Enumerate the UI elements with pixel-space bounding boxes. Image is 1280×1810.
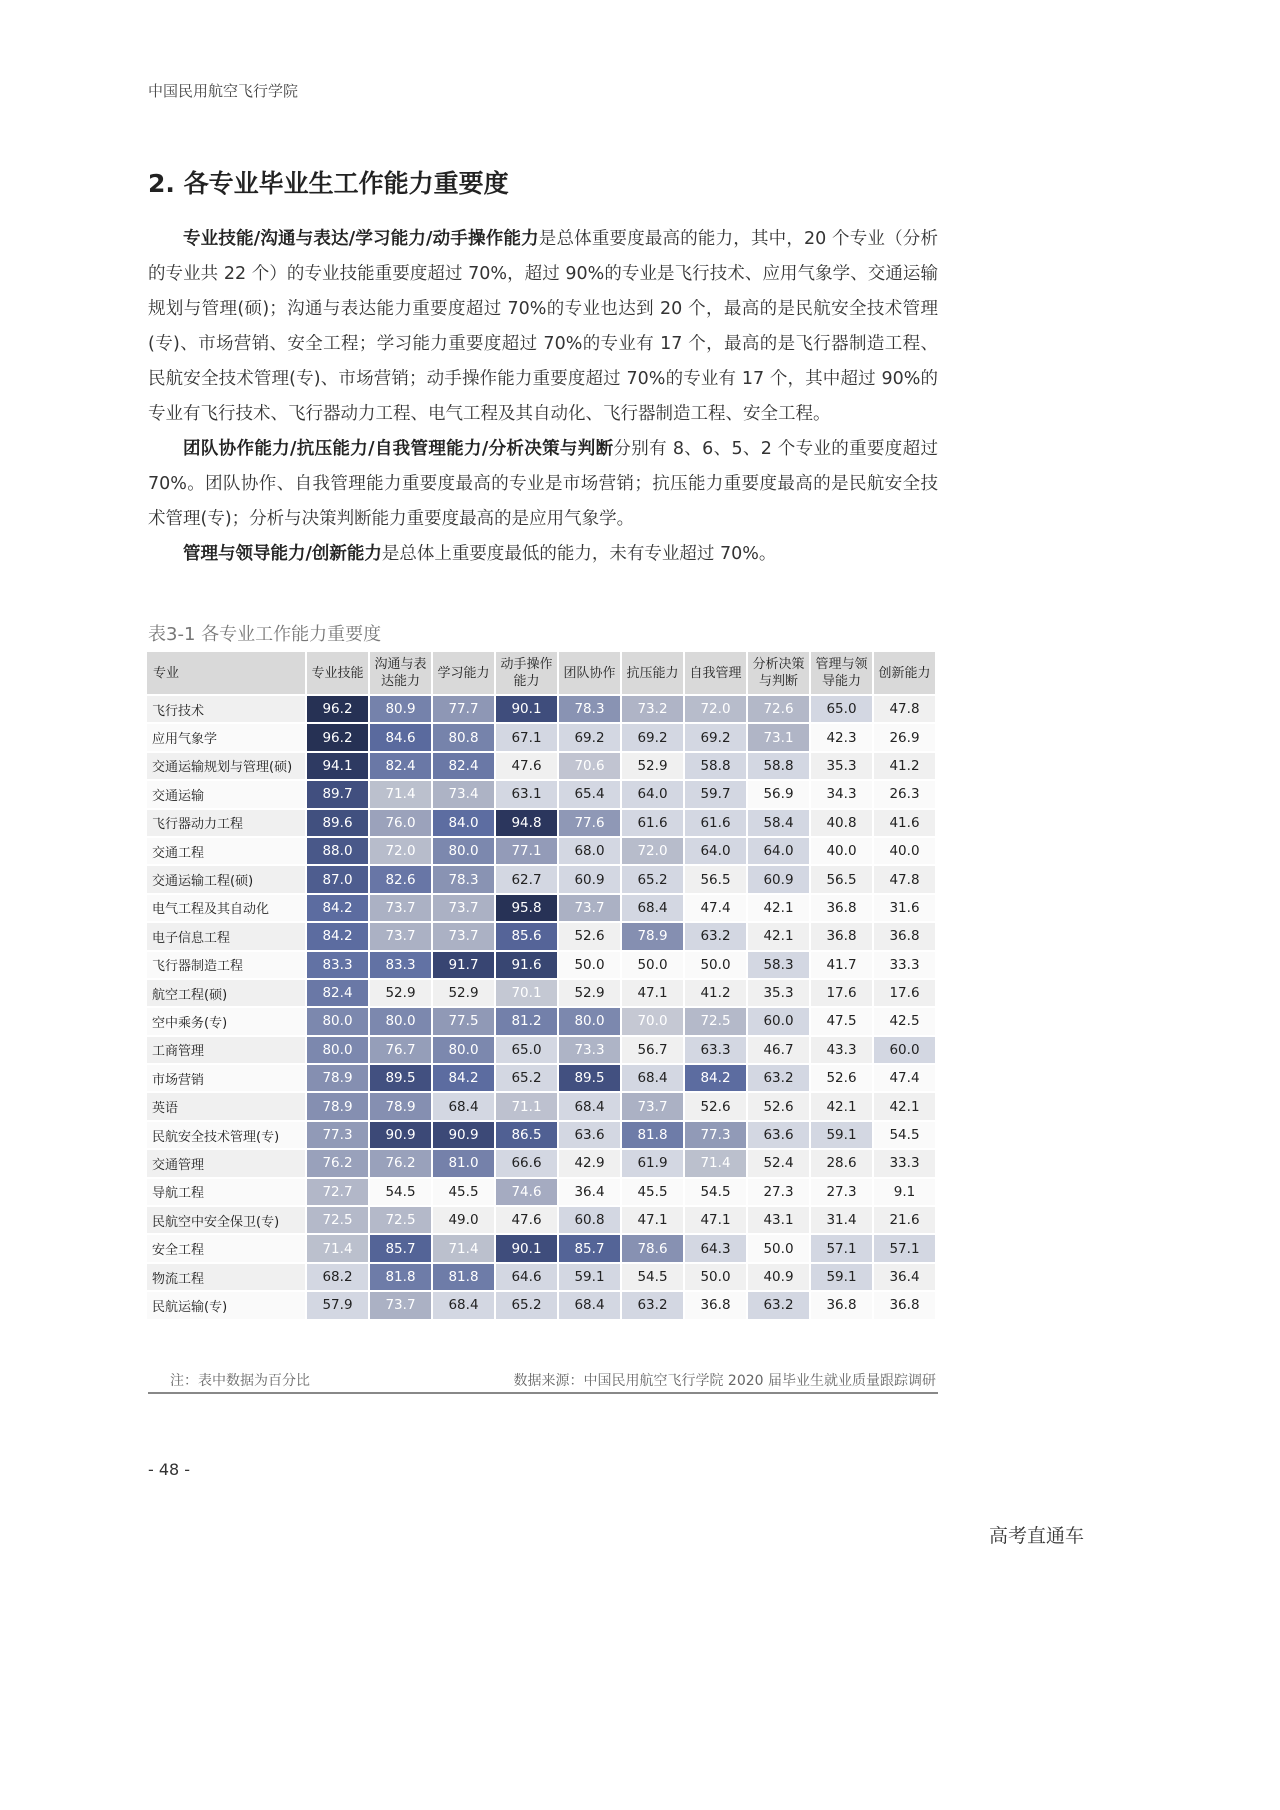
value-cell: 47.6 (495, 1206, 558, 1234)
value-cell: 52.9 (369, 979, 432, 1007)
value-cell: 73.7 (621, 1092, 684, 1120)
value-cell: 73.3 (558, 1036, 621, 1064)
value-cell: 70.0 (621, 1007, 684, 1035)
major-name: 交通管理 (146, 1149, 306, 1177)
value-cell: 72.5 (369, 1206, 432, 1234)
value-cell: 76.7 (369, 1036, 432, 1064)
value-cell: 58.8 (684, 752, 747, 780)
value-cell: 78.9 (306, 1064, 369, 1092)
value-cell: 65.2 (621, 865, 684, 893)
value-cell: 84.2 (306, 894, 369, 922)
value-cell: 80.0 (306, 1007, 369, 1035)
value-cell: 78.6 (621, 1234, 684, 1262)
value-cell: 41.2 (873, 752, 936, 780)
value-cell: 90.1 (495, 1234, 558, 1262)
value-cell: 35.3 (810, 752, 873, 780)
value-cell: 86.5 (495, 1121, 558, 1149)
table-row (146, 1007, 936, 1035)
value-cell: 33.3 (873, 951, 936, 979)
major-name: 电气工程及其自动化 (146, 894, 306, 922)
value-cell: 52.9 (621, 752, 684, 780)
value-cell: 36.8 (684, 1291, 747, 1319)
value-cell: 47.8 (873, 695, 936, 723)
value-cell: 71.4 (684, 1149, 747, 1177)
value-cell: 80.9 (369, 695, 432, 723)
value-cell: 63.6 (747, 1121, 810, 1149)
value-cell: 63.6 (558, 1121, 621, 1149)
value-cell: 88.0 (306, 837, 369, 865)
paragraph-text: 是总体重要度最高的能力，其中，20 个专业（分析的专业共 22 个）的专业技能重要度超过 70%，超过 90%的专业是飞行技术、应用气象学、交通运输规划与管理(硕)；沟通与表达能力重要度超过 70%的专业也达到 20 个，最高的是民航安全技术管理(专)、市场营销、安全工程；学习能力重要度超过 70%的专业有 17 个，最高的是飞行器制造工程、民航安全技术管理(专)、市场营销；动手操作能力重要度超过 70%的专业有 17 个，其中超过 90%的专业有飞行技术、飞行器动力工程、电气工程及其自动化、飞行器制造工程、安全工程。 (148, 229, 938, 424)
value-cell: 60.0 (873, 1036, 936, 1064)
value-cell: 77.1 (495, 837, 558, 865)
watermark: 高考直通车 (988, 1525, 1084, 1547)
value-cell: 43.3 (810, 1036, 873, 1064)
value-cell: 52.6 (747, 1092, 810, 1120)
value-cell: 68.4 (432, 1291, 495, 1319)
value-cell: 26.9 (873, 723, 936, 751)
table-row (146, 1149, 936, 1177)
value-cell: 80.0 (306, 1036, 369, 1064)
ability-importance-table (145, 650, 937, 1321)
value-cell: 52.9 (432, 979, 495, 1007)
major-name: 民航运输(专) (146, 1291, 306, 1319)
table-row (146, 951, 936, 979)
table-row (146, 695, 936, 723)
value-cell: 77.3 (684, 1121, 747, 1149)
value-cell: 28.6 (810, 1149, 873, 1177)
value-cell: 17.6 (810, 979, 873, 1007)
value-cell: 36.4 (558, 1178, 621, 1206)
value-cell: 42.1 (747, 894, 810, 922)
value-cell: 31.6 (873, 894, 936, 922)
value-cell: 94.8 (495, 809, 558, 837)
major-name: 应用气象学 (146, 723, 306, 751)
value-cell: 77.6 (558, 809, 621, 837)
paragraph-bold: 管理与领导能力/创新能力 (183, 544, 382, 564)
value-cell: 80.0 (432, 1036, 495, 1064)
value-cell: 63.1 (495, 780, 558, 808)
major-name: 物流工程 (146, 1263, 306, 1291)
value-cell: 81.8 (369, 1263, 432, 1291)
value-cell: 61.6 (621, 809, 684, 837)
major-name: 航空工程(硕) (146, 979, 306, 1007)
paragraph-text: 是总体上重要度最低的能力，未有专业超过 70%。 (381, 544, 777, 564)
value-cell: 50.0 (684, 951, 747, 979)
value-cell: 71.4 (432, 1234, 495, 1262)
value-cell: 85.7 (369, 1234, 432, 1262)
table-footer (148, 1368, 938, 1394)
value-cell: 84.2 (306, 922, 369, 950)
column-header: 专业技能 (306, 651, 369, 695)
value-cell: 78.9 (306, 1092, 369, 1120)
column-header: 沟通与表达能力 (369, 651, 432, 695)
value-cell: 77.7 (432, 695, 495, 723)
major-name: 工商管理 (146, 1036, 306, 1064)
value-cell: 63.2 (621, 1291, 684, 1319)
value-cell: 63.2 (747, 1291, 810, 1319)
value-cell: 91.6 (495, 951, 558, 979)
paragraph-bold: 专业技能/沟通与表达/学习能力/动手操作能力 (183, 229, 539, 249)
value-cell: 54.5 (369, 1178, 432, 1206)
value-cell: 84.0 (432, 809, 495, 837)
value-cell: 68.4 (621, 894, 684, 922)
value-cell: 45.5 (432, 1178, 495, 1206)
major-name: 飞行技术 (146, 695, 306, 723)
value-cell: 42.3 (810, 723, 873, 751)
value-cell: 80.0 (558, 1007, 621, 1035)
value-cell: 56.5 (684, 865, 747, 893)
value-cell: 42.9 (558, 1149, 621, 1177)
value-cell: 56.5 (810, 865, 873, 893)
value-cell: 50.0 (747, 1234, 810, 1262)
value-cell: 89.5 (558, 1064, 621, 1092)
table-row (146, 809, 936, 837)
value-cell: 26.3 (873, 780, 936, 808)
value-cell: 68.4 (558, 1092, 621, 1120)
value-cell: 73.4 (432, 780, 495, 808)
value-cell: 64.0 (684, 837, 747, 865)
value-cell: 58.3 (747, 951, 810, 979)
value-cell: 69.2 (684, 723, 747, 751)
value-cell: 70.1 (495, 979, 558, 1007)
value-cell: 82.4 (432, 752, 495, 780)
major-name: 交通运输 (146, 780, 306, 808)
major-name: 飞行器制造工程 (146, 951, 306, 979)
value-cell: 81.8 (621, 1121, 684, 1149)
table-body (146, 695, 936, 1320)
value-cell: 54.5 (684, 1178, 747, 1206)
value-cell: 76.2 (369, 1149, 432, 1177)
value-cell: 95.8 (495, 894, 558, 922)
value-cell: 59.1 (810, 1263, 873, 1291)
value-cell: 47.6 (495, 752, 558, 780)
value-cell: 40.8 (810, 809, 873, 837)
data-source: 数据来源：中国民用航空飞行学院 2020 届毕业生就业质量跟踪调研 (513, 1373, 936, 1389)
value-cell: 83.3 (369, 951, 432, 979)
table-row (146, 1263, 936, 1291)
value-cell: 68.0 (558, 837, 621, 865)
value-cell: 52.6 (810, 1064, 873, 1092)
value-cell: 59.1 (558, 1263, 621, 1291)
value-cell: 61.6 (684, 809, 747, 837)
value-cell: 81.0 (432, 1149, 495, 1177)
table-row (146, 865, 936, 893)
value-cell: 68.4 (558, 1291, 621, 1319)
value-cell: 90.9 (432, 1121, 495, 1149)
major-name: 交通运输工程(硕) (146, 865, 306, 893)
column-header: 动手操作能力 (495, 651, 558, 695)
value-cell: 63.2 (684, 922, 747, 950)
section-title: 2. 各专业毕业生工作能力重要度 (148, 169, 509, 198)
major-name: 安全工程 (146, 1234, 306, 1262)
table-header-row (146, 651, 936, 695)
value-cell: 40.0 (810, 837, 873, 865)
value-cell: 36.4 (873, 1263, 936, 1291)
value-cell: 64.0 (747, 837, 810, 865)
value-cell: 94.1 (306, 752, 369, 780)
value-cell: 27.3 (747, 1178, 810, 1206)
value-cell: 84.2 (684, 1064, 747, 1092)
value-cell: 81.8 (432, 1263, 495, 1291)
table-caption: 表3-1 各专业工作能力重要度 (148, 624, 382, 645)
paragraph (148, 432, 938, 537)
value-cell: 47.8 (873, 865, 936, 893)
value-cell: 96.2 (306, 695, 369, 723)
value-cell: 77.5 (432, 1007, 495, 1035)
major-name: 民航安全技术管理(专) (146, 1121, 306, 1149)
value-cell: 91.7 (432, 951, 495, 979)
value-cell: 57.1 (810, 1234, 873, 1262)
table-row (146, 837, 936, 865)
value-cell: 73.1 (747, 723, 810, 751)
value-cell: 36.8 (810, 922, 873, 950)
value-cell: 78.3 (558, 695, 621, 723)
major-name: 飞行器动力工程 (146, 809, 306, 837)
body-text (148, 222, 938, 572)
value-cell: 69.2 (621, 723, 684, 751)
value-cell: 73.7 (432, 894, 495, 922)
column-header: 管理与领导能力 (810, 651, 873, 695)
value-cell: 72.6 (747, 695, 810, 723)
value-cell: 40.0 (873, 837, 936, 865)
value-cell: 47.1 (684, 1206, 747, 1234)
value-cell: 61.9 (621, 1149, 684, 1177)
value-cell: 36.8 (810, 894, 873, 922)
value-cell: 70.6 (558, 752, 621, 780)
value-cell: 52.4 (747, 1149, 810, 1177)
table-row (146, 922, 936, 950)
value-cell: 68.4 (621, 1064, 684, 1092)
value-cell: 27.3 (810, 1178, 873, 1206)
value-cell: 60.0 (747, 1007, 810, 1035)
page-number: - 48 - (148, 1460, 191, 1479)
column-header: 学习能力 (432, 651, 495, 695)
value-cell: 65.0 (495, 1036, 558, 1064)
value-cell: 47.1 (621, 979, 684, 1007)
table-row (146, 894, 936, 922)
value-cell: 50.0 (558, 951, 621, 979)
value-cell: 76.0 (369, 809, 432, 837)
value-cell: 89.6 (306, 809, 369, 837)
value-cell: 54.5 (873, 1121, 936, 1149)
value-cell: 58.8 (747, 752, 810, 780)
value-cell: 50.0 (621, 951, 684, 979)
value-cell: 45.5 (621, 1178, 684, 1206)
major-name: 空中乘务(专) (146, 1007, 306, 1035)
paragraph (148, 222, 938, 432)
value-cell: 89.7 (306, 780, 369, 808)
value-cell: 52.6 (558, 922, 621, 950)
value-cell: 64.3 (684, 1234, 747, 1262)
value-cell: 21.6 (873, 1206, 936, 1234)
value-cell: 35.3 (747, 979, 810, 1007)
value-cell: 47.5 (810, 1007, 873, 1035)
table-row (146, 1121, 936, 1149)
value-cell: 62.7 (495, 865, 558, 893)
value-cell: 73.2 (621, 695, 684, 723)
value-cell: 56.9 (747, 780, 810, 808)
value-cell: 46.7 (747, 1036, 810, 1064)
value-cell: 66.6 (495, 1149, 558, 1177)
value-cell: 84.2 (432, 1064, 495, 1092)
value-cell: 57.9 (306, 1291, 369, 1319)
table-row (146, 752, 936, 780)
value-cell: 36.8 (873, 922, 936, 950)
value-cell: 84.6 (369, 723, 432, 751)
value-cell: 54.5 (621, 1263, 684, 1291)
value-cell: 47.1 (621, 1206, 684, 1234)
value-cell: 83.3 (306, 951, 369, 979)
value-cell: 59.7 (684, 780, 747, 808)
table-row (146, 1092, 936, 1120)
major-name: 英语 (146, 1092, 306, 1120)
value-cell: 60.8 (558, 1206, 621, 1234)
major-name: 市场营销 (146, 1064, 306, 1092)
value-cell: 42.1 (747, 922, 810, 950)
value-cell: 82.6 (369, 865, 432, 893)
table-row (146, 1178, 936, 1206)
value-cell: 63.2 (747, 1064, 810, 1092)
table-row (146, 1064, 936, 1092)
value-cell: 56.7 (621, 1036, 684, 1064)
value-cell: 31.4 (810, 1206, 873, 1234)
value-cell: 65.2 (495, 1064, 558, 1092)
value-cell: 36.8 (873, 1291, 936, 1319)
value-cell: 52.9 (558, 979, 621, 1007)
value-cell: 71.1 (495, 1092, 558, 1120)
column-header: 创新能力 (873, 651, 936, 695)
value-cell: 72.7 (306, 1178, 369, 1206)
value-cell: 72.0 (369, 837, 432, 865)
value-cell: 71.4 (369, 780, 432, 808)
table-row (146, 979, 936, 1007)
value-cell: 47.4 (684, 894, 747, 922)
value-cell: 85.6 (495, 922, 558, 950)
value-cell: 58.4 (747, 809, 810, 837)
major-name: 交通运输规划与管理(硕) (146, 752, 306, 780)
column-header: 抗压能力 (621, 651, 684, 695)
value-cell: 72.0 (621, 837, 684, 865)
value-cell: 57.1 (873, 1234, 936, 1262)
value-cell: 72.5 (684, 1007, 747, 1035)
value-cell: 34.3 (810, 780, 873, 808)
value-cell: 42.1 (873, 1092, 936, 1120)
value-cell: 42.1 (810, 1092, 873, 1120)
value-cell: 73.7 (369, 894, 432, 922)
value-cell: 68.4 (432, 1092, 495, 1120)
value-cell: 72.5 (306, 1206, 369, 1234)
table-row (146, 723, 936, 751)
value-cell: 9.1 (873, 1178, 936, 1206)
value-cell: 81.2 (495, 1007, 558, 1035)
value-cell: 78.3 (432, 865, 495, 893)
major-name: 导航工程 (146, 1178, 306, 1206)
value-cell: 65.0 (810, 695, 873, 723)
column-header: 自我管理 (684, 651, 747, 695)
major-name: 电子信息工程 (146, 922, 306, 950)
value-cell: 73.7 (558, 894, 621, 922)
value-cell: 64.0 (621, 780, 684, 808)
value-cell: 33.3 (873, 1149, 936, 1177)
value-cell: 74.6 (495, 1178, 558, 1206)
value-cell: 42.5 (873, 1007, 936, 1035)
value-cell: 96.2 (306, 723, 369, 751)
value-cell: 89.5 (369, 1064, 432, 1092)
value-cell: 49.0 (432, 1206, 495, 1234)
value-cell: 47.4 (873, 1064, 936, 1092)
value-cell: 52.6 (684, 1092, 747, 1120)
value-cell: 50.0 (684, 1263, 747, 1291)
value-cell: 65.2 (495, 1291, 558, 1319)
value-cell: 43.1 (747, 1206, 810, 1234)
value-cell: 60.9 (747, 865, 810, 893)
value-cell: 78.9 (621, 922, 684, 950)
table-note: 注：表中数据为百分比 (170, 1373, 310, 1389)
paragraph-bold: 团队协作能力/抗压能力/自我管理能力/分析决策与判断 (183, 439, 614, 459)
value-cell: 90.9 (369, 1121, 432, 1149)
table-row (146, 1036, 936, 1064)
table-row (146, 1291, 936, 1319)
value-cell: 64.6 (495, 1263, 558, 1291)
value-cell: 41.7 (810, 951, 873, 979)
paragraph (148, 537, 938, 572)
value-cell: 67.1 (495, 723, 558, 751)
value-cell: 80.0 (369, 1007, 432, 1035)
paragraph-text: 分别有 8、6、5、2 个专业的重要度超过 70%。团队协作、自我管理能力重要度最高的专业是市场营销；抗压能力重要度最高的是民航安全技术管理(专)；分析与决策判断能力重要度最高的是应用气象学。 (148, 439, 938, 529)
table-row (146, 1206, 936, 1234)
major-name: 民航空中安全保卫(专) (146, 1206, 306, 1234)
value-cell: 87.0 (306, 865, 369, 893)
value-cell: 82.4 (369, 752, 432, 780)
value-cell: 36.8 (810, 1291, 873, 1319)
column-header: 团队协作 (558, 651, 621, 695)
value-cell: 59.1 (810, 1121, 873, 1149)
value-cell: 80.8 (432, 723, 495, 751)
column-header: 分析决策与判断 (747, 651, 810, 695)
value-cell: 72.0 (684, 695, 747, 723)
value-cell: 77.3 (306, 1121, 369, 1149)
value-cell: 80.0 (432, 837, 495, 865)
value-cell: 76.2 (306, 1149, 369, 1177)
value-cell: 60.9 (558, 865, 621, 893)
value-cell: 68.2 (306, 1263, 369, 1291)
value-cell: 17.6 (873, 979, 936, 1007)
table-row (146, 780, 936, 808)
major-name: 交通工程 (146, 837, 306, 865)
value-cell: 69.2 (558, 723, 621, 751)
value-cell: 65.4 (558, 780, 621, 808)
value-cell: 85.7 (558, 1234, 621, 1262)
value-cell: 40.9 (747, 1263, 810, 1291)
column-header-major: 专业 (146, 651, 306, 695)
value-cell: 73.7 (369, 1291, 432, 1319)
value-cell: 78.9 (369, 1092, 432, 1120)
table-row (146, 1234, 936, 1262)
value-cell: 73.7 (432, 922, 495, 950)
value-cell: 82.4 (306, 979, 369, 1007)
value-cell: 71.4 (306, 1234, 369, 1262)
value-cell: 41.6 (873, 809, 936, 837)
value-cell: 63.3 (684, 1036, 747, 1064)
value-cell: 41.2 (684, 979, 747, 1007)
header-institution: 中国民用航空飞行学院 (148, 82, 299, 100)
value-cell: 90.1 (495, 695, 558, 723)
value-cell: 73.7 (369, 922, 432, 950)
